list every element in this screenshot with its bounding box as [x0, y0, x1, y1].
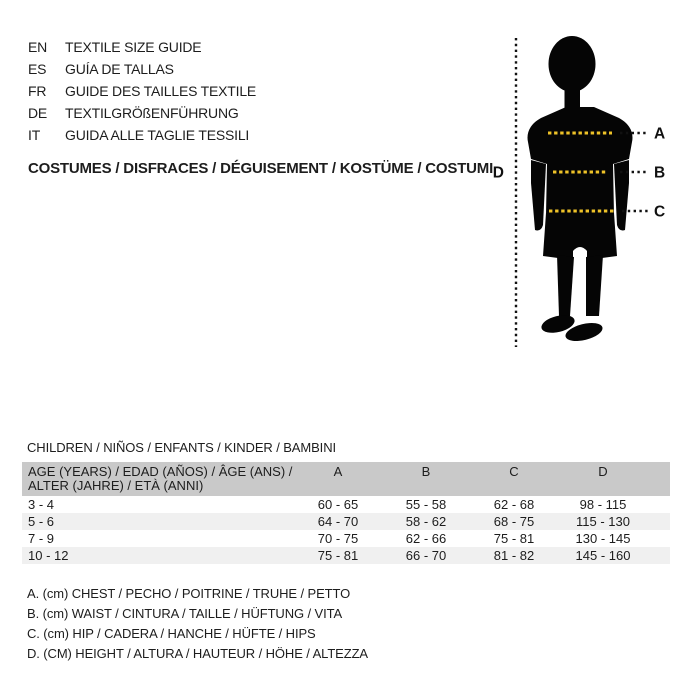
chest-cell: 70 - 75: [317, 531, 359, 546]
table-row: [22, 513, 670, 530]
hip-cell: 68 - 75: [493, 514, 535, 529]
child-silhouette-diagram: [470, 25, 700, 350]
language-label: GUIDE DES TAILLES TEXTILE: [65, 83, 257, 99]
size-table-header: [22, 462, 670, 496]
legend-hip: C. (cm) HIP / CADERA / HANCHE / HÜFTE / HIPS: [27, 626, 316, 641]
waist-cell: 66 - 70: [405, 548, 447, 563]
language-code: IT: [28, 127, 41, 143]
age-cell: 10 - 12: [28, 548, 69, 563]
hip-cell: 62 - 68: [493, 497, 535, 512]
height-cell: 145 - 160: [575, 548, 631, 563]
chest-cell: 64 - 70: [317, 514, 359, 529]
language-label: GUIDA ALLE TAGLIE TESSILI: [65, 127, 250, 143]
column-header-c: C: [509, 464, 519, 479]
language-code: EN: [28, 39, 48, 55]
legend-chest: A. (cm) CHEST / PECHO / POITRINE / TRUHE / PETTO: [27, 586, 351, 601]
chest-cell: 75 - 81: [317, 548, 359, 563]
column-header-d: D: [598, 464, 608, 479]
age-header: [22, 464, 294, 493]
height-cell: 130 - 145: [575, 531, 631, 546]
hip-cell: 81 - 82: [493, 548, 535, 563]
hip-cell: 75 - 81: [493, 531, 535, 546]
legend-waist: B. (cm) WAIST / CINTURA / TAILLE / HÜFTUNG / VITA: [27, 606, 343, 621]
language-label: GUÍA DE TALLAS: [65, 61, 174, 77]
label-a: A: [654, 125, 666, 143]
language-code: ES: [28, 61, 47, 77]
table-row: [22, 496, 670, 513]
waist-cell: 55 - 58: [405, 497, 447, 512]
language-code: FR: [28, 83, 47, 99]
legend-height: D. (CM) HEIGHT / ALTURA / HAUTEUR / HÖHE / ALTEZZA: [27, 646, 368, 661]
language-row-de: [28, 102, 256, 124]
language-list: [28, 36, 256, 146]
column-header-b: B: [421, 464, 431, 479]
measurement-legend: [27, 584, 368, 664]
column-header-a: A: [333, 464, 343, 479]
language-label: TEXTILE SIZE GUIDE: [65, 39, 202, 55]
language-label: TEXTILGRÖßENFÜHRUNG: [65, 105, 239, 121]
language-row-fr: [28, 80, 256, 102]
section-title-children: CHILDREN / NIÑOS / ENFANTS / KINDER / BAMBINI: [27, 440, 336, 455]
child-silhouette: [528, 36, 633, 344]
language-row-it: [28, 124, 256, 146]
waist-cell: 58 - 62: [405, 514, 447, 529]
height-cell: 98 - 115: [579, 497, 627, 512]
language-row-en: [28, 36, 256, 58]
measurement-figure: [470, 25, 700, 350]
label-c: C: [654, 203, 666, 221]
height-cell: 115 - 130: [576, 514, 630, 529]
size-table: [22, 462, 670, 564]
label-b: B: [654, 164, 666, 182]
table-row: [22, 530, 670, 547]
language-row-es: [28, 58, 256, 80]
waist-cell: 62 - 66: [405, 531, 447, 546]
age-cell: 3 - 4: [28, 497, 55, 512]
age-header-line2: ALTER (JAHRE) / ETÀ (ANNI): [28, 478, 204, 493]
age-header-line1: AGE (YEARS) / EDAD (AÑOS) / ÂGE (ANS) /: [28, 464, 293, 479]
age-cell: 5 - 6: [28, 514, 55, 529]
label-d: D: [492, 164, 504, 182]
category-title: COSTUMES / DISFRACES / DÉGUISEMENT / KOSTÜME / COSTUMI: [28, 160, 494, 177]
age-cell: 7 - 9: [28, 531, 55, 546]
chest-cell: 60 - 65: [317, 497, 359, 512]
language-code: DE: [28, 105, 48, 121]
table-row: [22, 547, 670, 564]
